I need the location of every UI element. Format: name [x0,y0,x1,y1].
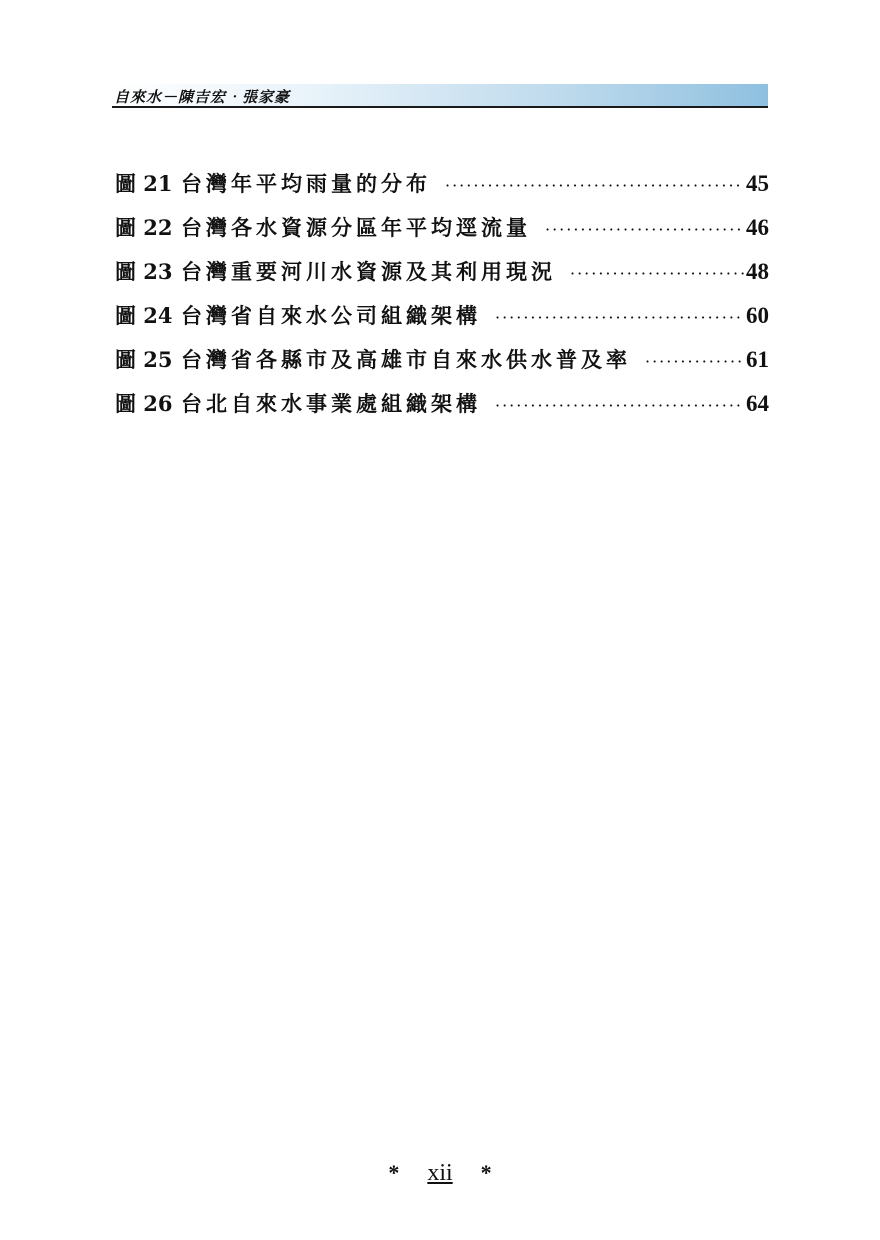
figure-title: 台灣省各縣市及高雄市自來水供水普及率 [181,347,631,372]
figure-number: 圖 23 [115,259,173,284]
running-header-title: 自來水－陳吉宏‧張家豪 [114,88,291,106]
figure-title: 台灣省自來水公司組織架構 [181,303,481,328]
figure-title: 台灣重要河川水資源及其利用現況 [181,259,556,284]
toc-entry [115,168,769,212]
footer-star-right: * [480,1160,492,1185]
figure-list [115,168,769,432]
dot-leader [645,352,744,371]
page-number: 45 [746,171,769,196]
dot-leader [545,220,744,239]
figure-number: 圖 22 [115,215,173,240]
toc-entry [115,212,769,256]
page-number: 60 [746,303,769,328]
footer-star-left: * [388,1160,400,1185]
page-number: 46 [746,215,769,240]
toc-entry [115,300,769,344]
page-number: 64 [746,391,769,416]
figure-title: 台北自來水事業處組織架構 [181,391,481,416]
toc-entry [115,388,769,432]
figure-number: 圖 21 [115,171,173,196]
page-number: 61 [746,347,769,372]
dot-leader [445,176,744,195]
figure-number: 圖 25 [115,347,173,372]
figure-number: 圖 24 [115,303,173,328]
figure-title: 台灣年平均雨量的分布 [181,171,431,196]
page-number: 48 [746,259,769,284]
figure-number: 圖 26 [115,391,173,416]
toc-entry [115,256,769,300]
footer-page-number: xii [427,1160,453,1186]
page-footer [0,1160,880,1187]
dot-leader [570,264,744,283]
toc-entry [115,344,769,388]
dot-leader [495,396,744,415]
figure-title: 台灣各水資源分區年平均逕流量 [181,215,531,240]
running-header [112,84,768,108]
dot-leader [495,308,744,327]
